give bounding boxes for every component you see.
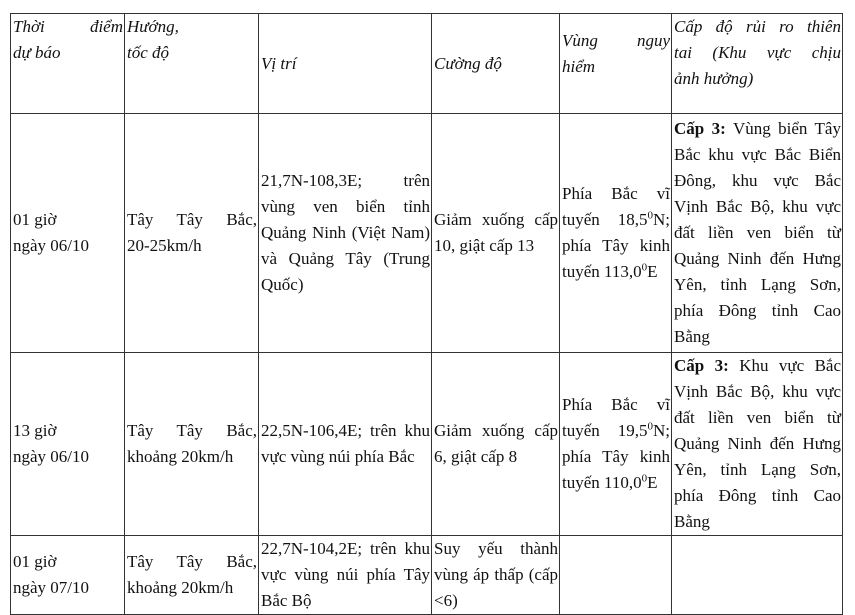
table-row [11, 114, 843, 353]
cell-position: 22,7N-104,2E; trên khu vực vùng núi phía Tây Bắc Bộ [259, 536, 432, 615]
cell-danger-zone: Phía Bắc vĩ tuyến 18,5$^0$N; phía Tây kinh tuyến 113,0$^0$E [560, 114, 672, 353]
cell-danger-zone: Phía Bắc vĩ tuyến 19,5$^0$N; phía Tây kinh tuyến 110,0$^0$E [560, 353, 672, 536]
cell-intensity: Suy yếu thành vùng áp thấp (cấp <6) [432, 536, 560, 615]
header-time: Thời điểm dự báo [11, 14, 125, 114]
cell-direction: Tây Tây Bắc, 20-25km/h [125, 114, 259, 353]
header-position: Vị trí [259, 14, 432, 114]
cell-direction: Tây Tây Bắc, khoảng 20km/h [125, 536, 259, 615]
header-direction: Hướng, tốc độ [125, 14, 259, 114]
header-row [11, 14, 843, 114]
cell-intensity: Giảm xuống cấp 10, giật cấp 13 [432, 114, 560, 353]
cell-time: 01 giờ ngày 06/10 [11, 114, 125, 353]
cell-time: 13 giờ ngày 06/10 [11, 353, 125, 536]
header-intensity: Cường độ [432, 14, 560, 114]
risk-level-label: Cấp 3: [674, 356, 729, 375]
cell-position: 21,7N-108,3E; trên vùng ven biển tỉnh Quảng Ninh (Việt Nam) và Quảng Tây (Trung Quốc) [259, 114, 432, 353]
cell-intensity: Giảm xuống cấp 6, giật cấp 8 [432, 353, 560, 536]
cell-risk-level: Cấp 3: Khu vực Bắc Vịnh Bắc Bộ, khu vực đất liền ven biển từ Quảng Ninh đến Hưng Yên, tỉnh Lạng Sơn, phía Đông tỉnh Cao Bằng [672, 353, 843, 536]
cell-direction: Tây Tây Bắc, khoảng 20km/h [125, 353, 259, 536]
storm-forecast-table [10, 13, 843, 615]
cell-time: 01 giờ ngày 07/10 [11, 536, 125, 615]
table-row [11, 353, 843, 536]
cell-position: 22,5N-106,4E; trên khu vực vùng núi phía Bắc [259, 353, 432, 536]
risk-level-label: Cấp 3: [674, 119, 726, 138]
header-risk-level: Cấp độ rủi ro thiên tai (Khu vực chịu ảnh hưởng) [672, 14, 843, 114]
cell-risk-level: Cấp 3: Vùng biển Tây Bắc khu vực Bắc Biển Đông, khu vực Bắc Vịnh Bắc Bộ, khu vực đất liền ven biển từ Quảng Ninh đến Hưng Yên, tỉnh Lạng Sơn, phía Đông tỉnh Cao Bằng [672, 114, 843, 353]
header-danger-zone: Vùng nguy hiểm [560, 14, 672, 114]
